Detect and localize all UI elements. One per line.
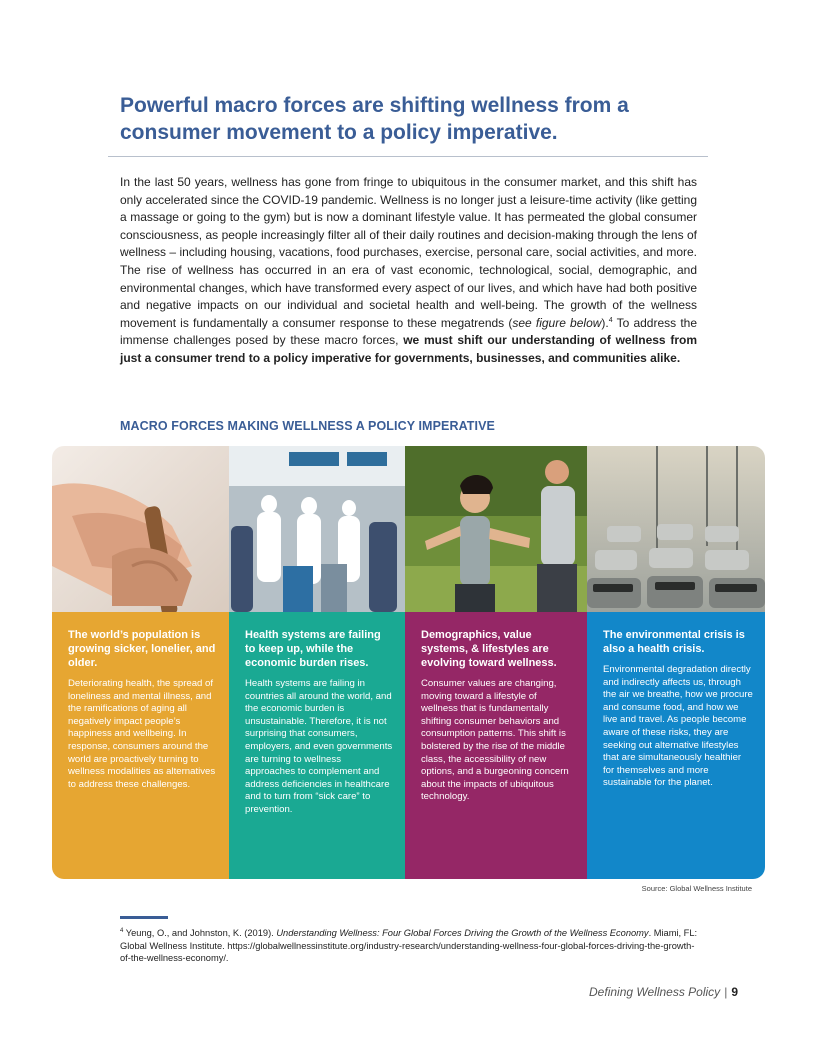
photo-traffic-jam (587, 446, 765, 612)
footnote-divider (120, 916, 168, 919)
footnote-title: Understanding Wellness: Four Global Forces Driving the Growth of the Wellness Economy (276, 928, 649, 938)
panel-environment (587, 446, 765, 879)
footer-separator: | (724, 985, 728, 999)
footnote (120, 927, 700, 965)
page-number: 9 (731, 985, 738, 999)
document-name: Defining Wellness Policy (589, 985, 721, 999)
panel-text: Environmental degradation directly and indirectly affects us, through the air we breathe, how we procure and consume food, and how we live and travel. As people become aware of these risks, they are seeking out alternative lifestyles that are simultaneously healthier for themselves and more sustainable for the planet. (603, 664, 753, 789)
panel-title: Health systems are failing to keep up, while the economic burden rises. (245, 629, 381, 669)
body-text-part2: ). (601, 315, 609, 330)
panel-title: The world’s population is growing sicker, lonelier, and older. (68, 629, 216, 669)
see-figure-reference: see figure below (512, 315, 602, 330)
photo-tai-chi-park (405, 446, 587, 612)
footnote-reference[interactable]: 4 (608, 316, 613, 324)
photo-hospital-queue (229, 446, 405, 612)
photo-elderly-hands-cane (52, 446, 229, 612)
footnote-authors: Yeung, O., and Johnston, K. (2019). (123, 928, 277, 938)
panel-population (52, 446, 229, 879)
page-title: Powerful macro forces are shifting wellness from a consumer movement to a policy imperative. (120, 94, 629, 144)
body-bold-statement: we must shift our understanding of wellness from just a consumer trend to a policy imperative for governments, businesses, and communities alike. (120, 333, 697, 365)
panel-card (229, 612, 405, 879)
panel-health-systems (229, 446, 405, 879)
panel-card (52, 612, 229, 879)
page-footer (589, 985, 738, 999)
footnote-details: . Miami, FL: Global Wellness Institute. https://globalwellnessinstitute.org/industry-research/understanding-wellness-four-global-forces-driving-the-growth-of-the-wellness-economy/. (120, 928, 698, 964)
panel-card (405, 612, 587, 879)
panel-text: Deteriorating health, the spread of loneliness and mental illness, and the ramifications of aging all negatively impact people’s happiness and wellbeing. In response, consumers around the world are proactively turning to wellness modalities as alternatives to address these challenges. (68, 678, 216, 790)
panel-card (587, 612, 765, 879)
body-text-part1: In the last 50 years, wellness has gone from fringe to ubiquitous in the consumer market, and this shift has only accelerated since the COVID-19 pandemic. Wellness is no longer just a leisure-time activity (like getting a massage or going to the gym) but is now a dominant lifestyle value. It has permeated the global consumer consciousness, as people increasingly filter all of their daily routines and decision-making through the lens of wellness – including housing, vacations, food purchases, exercise, personal care, social activities, and more. The rise of wellness has occurred in an era of vast economic, technological, social, demographic, and environmental changes, which have transformed every aspect of our lives, and which have had both positive and negative impacts on our individual and societal health and well-being. The growth of the wellness movement is fundamentally a consumer response to these megatrends ( (120, 175, 697, 330)
body-paragraph (120, 174, 697, 368)
macro-forces-figure (52, 446, 765, 879)
footnote-number: 4 (120, 927, 124, 934)
panel-title: Demographics, value systems, & lifestyles are evolving toward wellness. (421, 629, 557, 669)
panel-text: Health systems are failing in countries all around the world, and the economic burden is unsustainable. Therefore, it is not surprising that consumers, employers, and even governments are turning to wellness approaches to complement and address deficiencies in healthcare and to turn from “sick care” to prevention. (245, 678, 393, 815)
panel-text: Consumer values are changing, moving toward a lifestyle of wellness that is fundamentally shifting consumer behaviors and consumption patterns. This shift is bolstered by the rise of the middle class, the accessibility of new options, and a burgeoning concern about the impacts of ubiquitous technology. (421, 678, 569, 803)
panel-title: The environmental crisis is also a health crisis. (603, 629, 745, 655)
body-text-part3: To address the immense challenges posed by these macro forces, (120, 315, 697, 348)
figure-source: Source: Global Wellness Institute (641, 884, 752, 893)
figure-heading: MACRO FORCES MAKING WELLNESS A POLICY IMPERATIVE (120, 419, 495, 433)
title-divider (108, 156, 708, 157)
panel-demographics (405, 446, 587, 879)
